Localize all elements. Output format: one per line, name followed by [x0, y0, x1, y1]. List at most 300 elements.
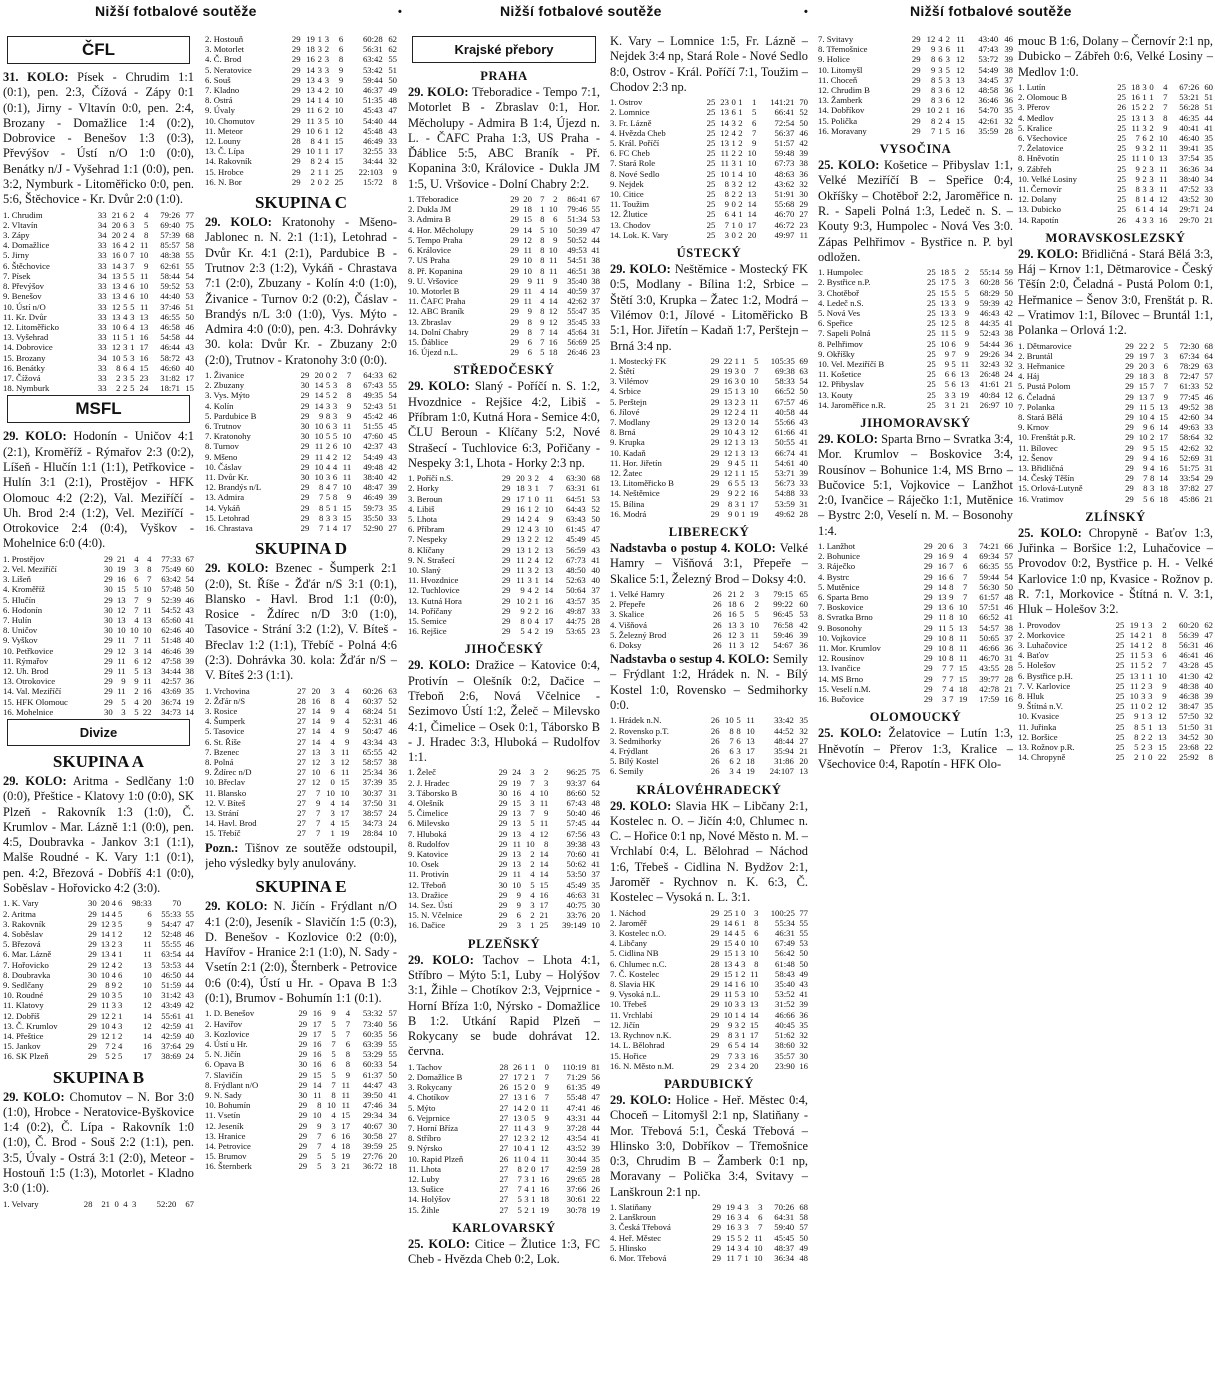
stat-cell: 6	[130, 291, 135, 302]
table-row	[3, 646, 194, 656]
stat-cell: 40:58	[775, 406, 795, 417]
table-row	[610, 1222, 808, 1232]
section-box-title: MSFL	[7, 395, 190, 423]
stat-cell: 26	[1117, 214, 1126, 225]
stat-cell: 15	[1159, 411, 1168, 422]
table-row	[3, 291, 194, 301]
stat-cell: 10	[340, 787, 350, 798]
stat-cell: 0	[741, 417, 746, 428]
stat-cell: 3	[530, 767, 535, 778]
stat-cell: 39:38	[566, 838, 587, 849]
stat-cell: 3	[734, 366, 739, 377]
stat-cell: 29	[291, 166, 301, 177]
stat-cell: 25	[1117, 81, 1126, 92]
stat-cell: 35	[591, 595, 600, 606]
stat-cell: 11	[750, 396, 759, 407]
stat-cell: 49	[388, 85, 397, 96]
stat-cell: 29	[1204, 473, 1213, 484]
stat-cell: 12	[926, 34, 936, 44]
stat-cell: 2	[734, 396, 739, 407]
stat-cell: 29	[291, 85, 301, 96]
team-name-cell: 13. Otrokovice	[3, 676, 56, 687]
stat-cell: 13	[516, 544, 525, 555]
team-name-cell: 11. Meteor	[205, 125, 243, 136]
team-name-cell: 10. Čáslav	[205, 461, 242, 472]
stat-cell: 46	[388, 410, 397, 421]
results-body: Semily – Frýdlant 1:2, Hrádek n. N. - Bílý Kostel 1:0, Rovensko – Sedmihorky 0:0.	[610, 652, 808, 713]
table-row	[3, 960, 194, 970]
stat-cell: 16	[1159, 452, 1168, 463]
team-name-cell: 15. Orlová-Lutyně	[1018, 483, 1083, 494]
stat-cell: 36	[185, 676, 194, 687]
stat-cell: 64:31	[774, 1212, 795, 1223]
stat-cell: 43:54	[566, 1133, 587, 1144]
table-row	[610, 599, 808, 609]
stat-cell: 46	[799, 396, 808, 407]
stat-cell: 29	[300, 441, 310, 452]
team-name-cell: 8. Př. Kopanina	[408, 265, 463, 276]
stat-cell: 43	[591, 544, 600, 555]
stat-cell: 29	[104, 686, 113, 697]
table-row	[408, 276, 600, 286]
stat-cell: 24	[388, 808, 397, 819]
stat-cell: 61:48	[775, 958, 795, 969]
team-name-cell: 9. N. Strašecí	[408, 554, 455, 565]
stat-cell: 7	[737, 1253, 742, 1263]
stat-cell: 44:40	[160, 291, 181, 302]
stat-cell: 3	[121, 706, 126, 717]
stat-cell: 66	[1004, 541, 1013, 552]
stat-cell: 2	[332, 370, 338, 381]
stat-cell: 4	[1149, 204, 1154, 215]
stat-cell: 9	[317, 1120, 322, 1131]
stat-cell: 3	[130, 352, 135, 363]
stat-cell: 4	[1149, 452, 1155, 463]
stat-cell: 2	[534, 534, 540, 545]
team-name-cell: 4. Ústí u Hr.	[205, 1038, 248, 1049]
stat-cell: 39:59	[362, 1141, 383, 1151]
stat-cell: 15	[749, 468, 759, 479]
stat-cell: 55:48	[566, 1092, 587, 1103]
team-name-cell: 14. Dobříkov	[818, 105, 865, 116]
stat-cell: 46:51	[567, 265, 587, 276]
table-row	[610, 630, 808, 640]
table-row	[205, 421, 397, 431]
stat-cell: 19	[726, 1201, 735, 1212]
stat-cell: 3	[938, 44, 943, 55]
stat-cell: 3	[332, 421, 338, 432]
stat-cell: 4	[1149, 462, 1155, 473]
table-row	[3, 564, 194, 574]
stat-cell: 63	[388, 685, 397, 696]
stat-cell: 8	[1149, 473, 1155, 484]
stat-cell: 3	[130, 219, 135, 230]
stat-cell: 10	[139, 291, 149, 302]
team-name-cell: 3. Chotěboř	[818, 287, 860, 298]
stat-cell: 14	[1159, 473, 1168, 484]
table-row	[818, 54, 1013, 64]
stat-cell: 9	[728, 1019, 733, 1030]
team-name-cell: 4. Heř. Městec	[610, 1232, 662, 1243]
stat-cell: 2	[118, 1030, 123, 1041]
stat-cell: 14	[143, 1010, 152, 1021]
stat-cell: 36:46	[978, 95, 999, 106]
stat-cell: 1	[1141, 752, 1146, 763]
team-name-cell: 1. Třeboradice	[408, 194, 459, 205]
stat-cell: 29	[1125, 462, 1134, 473]
stat-cell: 33	[591, 605, 600, 616]
stat-cell: 13	[940, 297, 950, 308]
team-name-cell: 10. Motorlet B	[408, 285, 460, 296]
stat-cell: 1	[734, 979, 739, 990]
stat-cell: 6	[736, 735, 741, 746]
stat-cell: 27	[1204, 483, 1213, 494]
stat-cell: 68	[185, 230, 194, 241]
stat-cell: 16	[312, 1038, 322, 1049]
stat-cell: 2	[1141, 731, 1146, 742]
stat-cell: 3	[123, 342, 128, 353]
table-row	[610, 179, 808, 189]
stat-cell: 26	[1117, 102, 1126, 113]
stat-cell: 2	[738, 138, 743, 148]
table-row	[818, 694, 1013, 704]
stat-cell: 3	[741, 427, 746, 438]
stat-cell: 8	[1162, 629, 1167, 640]
table-row	[3, 909, 194, 919]
stat-cell: 55	[388, 1049, 397, 1060]
stat-cell: 29	[923, 602, 933, 613]
stat-cell: 10	[749, 948, 759, 959]
stat-cell: 30	[388, 1120, 397, 1131]
team-name-cell: 4. Soběslav	[3, 928, 44, 939]
stat-cell: 8	[728, 1030, 733, 1041]
header-bullet: •	[398, 6, 403, 18]
stat-cell: 1	[527, 503, 532, 514]
stat-cell: 2	[317, 156, 322, 167]
stat-cell: 2	[734, 488, 739, 499]
stat-cell: 2	[530, 859, 535, 870]
stat-cell: 50	[1004, 581, 1013, 592]
stat-cell: 29	[710, 948, 720, 959]
table-row	[1018, 422, 1213, 432]
stat-cell: 5	[130, 301, 135, 312]
stat-cell: 6	[345, 1038, 351, 1049]
section-box-title: ČFL	[7, 36, 190, 64]
stat-cell: 6	[728, 478, 733, 489]
stat-cell: 62	[388, 44, 397, 55]
table-row	[1018, 371, 1213, 381]
stat-cell: 29:71	[1179, 204, 1200, 215]
column-1	[3, 34, 194, 1372]
stat-cell: 40	[591, 564, 600, 575]
table-row	[205, 1090, 397, 1100]
stat-cell: 29	[710, 907, 720, 918]
team-name-cell: 14. Chropyně	[1018, 752, 1066, 763]
stat-cell: 27	[499, 1184, 509, 1195]
stat-cell: 29	[501, 605, 511, 616]
stat-cell: 18	[727, 599, 737, 610]
stat-cell: 30:61	[566, 1194, 587, 1205]
table-row	[818, 551, 1013, 561]
team-name-cell: 5. Pustá Polom	[1018, 381, 1071, 392]
stat-cell: 20	[100, 898, 110, 909]
team-name-cell: 3. Kozlovice	[205, 1028, 250, 1039]
stat-cell: 25	[927, 369, 936, 380]
stat-cell: 35	[185, 686, 194, 697]
group-heading: SKUPINA C	[254, 193, 348, 213]
stat-cell: 12	[143, 928, 152, 939]
stat-cell: 9	[338, 64, 344, 75]
stat-cell: 38	[591, 265, 600, 276]
team-name-cell: 15. HFK Olomouc	[3, 696, 68, 707]
stat-cell: 29	[88, 918, 97, 929]
results-body: Kratonohy - Mšeno-Jablonec n. N. 2:1 (1:1), Letohrad - Dvůr Kr. 4:1 (2:1), Pardubice B - Trutnov 2:3 (1:2), Vykáň - Chrastava 7:1 (2:0), Zbuzany - Kolín 4:0 (1:0), Živanice - Turnov 0:2 (0:2), Čáslav - Brandýs n/L 3:0 (1:0), Vys. Mýto - Admira 4:0 (0:0), pen. 4:3. Dohrávky 30. kola: Dvůr Kr. - Zbuzany 2:0 (2:0), Trutnov - Kratonohy 3:0 (0:0).	[205, 215, 397, 367]
stat-cell: 47	[1204, 629, 1213, 640]
table-row	[818, 674, 1013, 684]
stat-cell: 36	[1004, 95, 1013, 106]
team-name-cell: 2. Vltavín	[3, 219, 38, 230]
stat-cell: 63	[799, 366, 808, 377]
stat-cell: 29:34	[362, 1110, 383, 1121]
stat-cell: 29	[291, 115, 301, 126]
stat-cell: 29	[710, 488, 720, 499]
stat-cell: 30	[298, 1059, 308, 1070]
stat-cell: 29	[1125, 432, 1134, 443]
round-label: Pozn.:	[205, 840, 239, 855]
stat-cell: 4	[111, 949, 116, 960]
stat-cell: 29	[501, 513, 511, 524]
stat-cell: 13	[116, 594, 126, 605]
stat-cell: 41	[591, 1133, 600, 1144]
team-name-cell: 3. Rokycany	[408, 1082, 452, 1093]
stat-cell: 6	[130, 281, 135, 292]
stat-cell: 9	[527, 306, 532, 317]
stat-cell: 10	[143, 979, 152, 990]
stat-cell: 1	[1141, 670, 1146, 681]
stat-cell: 29	[710, 396, 720, 407]
region-heading: PARDUBICKÝ	[664, 1076, 754, 1091]
stat-cell: 25	[1117, 204, 1126, 215]
stat-cell: 35	[591, 879, 600, 890]
stat-cell: 67:26	[1179, 81, 1200, 92]
column-4	[610, 34, 808, 1372]
table-row	[408, 1072, 600, 1082]
stat-cell: 1	[324, 136, 330, 147]
stat-cell: 9	[964, 328, 970, 339]
stat-cell: 39	[388, 492, 397, 503]
team-name-cell: 6. FC Cheb	[610, 148, 650, 159]
table-row	[610, 209, 808, 219]
stat-cell: 5	[1149, 401, 1155, 412]
stat-cell: 27	[297, 818, 306, 829]
stat-cell: 53	[591, 214, 600, 225]
stat-cell: 29	[291, 156, 301, 167]
team-name-cell: 6. Královice	[408, 245, 451, 256]
stat-cell: 3	[530, 900, 535, 911]
stat-cell: 29	[298, 1120, 308, 1131]
stat-cell: 18	[940, 267, 950, 278]
team-name-cell: 9. Nýrsko	[408, 1143, 443, 1154]
stat-cell: 26	[712, 609, 722, 620]
stat-cell: 57:39	[160, 230, 181, 241]
team-name-cell: 3. Rosice	[205, 706, 238, 717]
stat-cell: 74:21	[979, 541, 1000, 552]
stat-cell: 59:46	[773, 629, 794, 640]
stat-cell: 33	[97, 332, 107, 343]
stat-cell: 39:77	[979, 673, 1000, 684]
stat-cell: 4	[527, 626, 532, 637]
team-name-cell: 14. L. Bělohrad	[610, 1040, 665, 1051]
stat-cell: 12	[513, 1133, 522, 1144]
team-name-cell: 2. Bruntál	[1018, 350, 1053, 361]
table-row	[610, 640, 808, 650]
table-row	[610, 969, 808, 979]
stat-cell: 3	[1148, 690, 1153, 701]
stat-cell: 19	[540, 1204, 550, 1215]
stat-cell: 12	[100, 1010, 110, 1021]
standings-table	[205, 1008, 397, 1171]
stat-cell: 4	[123, 281, 128, 292]
stat-cell: 7	[1163, 102, 1168, 113]
table-row	[818, 561, 1013, 571]
stat-cell: 70:60	[566, 849, 587, 860]
stat-cell: 36:36	[1179, 163, 1200, 174]
team-name-cell: 11. ČAFC Praha	[408, 296, 466, 307]
stat-cell: 14	[100, 908, 110, 919]
table-row	[1018, 660, 1213, 670]
stat-cell: 23	[720, 97, 729, 108]
stat-cell: 10	[143, 969, 152, 980]
table-row	[818, 34, 1013, 44]
stat-cell: 5	[945, 64, 950, 75]
stat-cell: 2	[534, 503, 540, 514]
stat-cell: 9	[964, 297, 970, 308]
stat-cell: 60:26	[362, 685, 383, 696]
round-label: 25. KOLO:	[1018, 525, 1082, 540]
stat-cell: 51	[185, 301, 194, 312]
team-name-cell: 3. Heřmanice	[1018, 360, 1065, 371]
stat-cell: 11	[1131, 153, 1140, 164]
stat-cell: 29	[298, 1049, 308, 1060]
team-name-cell: 1. Ostrov	[610, 97, 643, 108]
stat-cell: 4	[741, 1040, 746, 1051]
stat-cell: 1	[1142, 92, 1147, 103]
stat-cell: 0	[531, 1102, 536, 1113]
table-row	[818, 65, 1013, 75]
stat-cell: 9	[553, 275, 558, 286]
stat-cell: 4	[118, 1041, 123, 1052]
stat-cell: 2	[1141, 680, 1146, 691]
stat-cell: 4	[731, 127, 736, 138]
stat-cell: 46	[388, 716, 397, 727]
table-row	[1018, 113, 1213, 123]
stat-cell: 11	[512, 838, 521, 849]
stat-cell: 11	[724, 989, 733, 1000]
stat-cell: 1	[118, 1010, 123, 1021]
stat-cell: 14	[548, 326, 558, 337]
table-row	[1018, 204, 1213, 214]
team-name-cell: 12. Jičín	[610, 1019, 640, 1030]
stat-cell: 3	[111, 1000, 116, 1011]
table-row	[610, 158, 808, 168]
stat-cell: 5	[951, 277, 956, 288]
stat-cell: 5	[325, 390, 331, 401]
team-name-cell: 14. Sez. Ústí	[408, 900, 453, 911]
stat-cell: 16	[1159, 462, 1168, 473]
stat-cell: 3	[1148, 711, 1153, 722]
team-name-cell: 5. Holešov	[1018, 660, 1056, 671]
stat-cell: 29	[923, 673, 933, 684]
stat-cell: 2	[534, 585, 540, 596]
stat-cell: 19	[306, 34, 315, 44]
stat-cell: 31	[1204, 462, 1213, 473]
stat-cell: 4	[111, 969, 116, 980]
stat-cell: 67	[185, 1198, 194, 1209]
stat-cell: 1	[324, 125, 330, 136]
stat-cell: 11	[956, 44, 965, 55]
standings-table	[610, 589, 808, 650]
stat-cell: 53:65	[565, 626, 586, 637]
stat-cell: 15	[312, 1069, 322, 1080]
table-row	[818, 44, 1013, 54]
stat-cell: 12	[747, 178, 757, 189]
stat-cell: 29	[911, 74, 921, 85]
team-name-cell: 13. Břidličná	[1018, 462, 1064, 473]
stat-cell: 11	[513, 1153, 522, 1164]
round-label: Nadstavba o sestup 4. KOLO:	[610, 652, 770, 667]
stat-cell: 20	[311, 685, 321, 696]
stat-cell: 42:37	[363, 441, 383, 452]
team-name-cell: 2. Žďár n/S	[205, 695, 246, 706]
stat-cell: 4	[134, 614, 139, 625]
stat-cell: 3	[734, 1060, 739, 1071]
stat-cell: 3	[741, 989, 746, 1000]
table-row	[610, 220, 808, 230]
stat-cell: 41:30	[1179, 670, 1199, 681]
stat-cell: 54	[185, 270, 194, 281]
stat-cell: 14	[539, 869, 549, 880]
team-name-cell: 16. SK Plzeň	[3, 1051, 49, 1062]
table-row	[408, 626, 600, 636]
stat-cell: 7	[1135, 132, 1140, 143]
stat-cell: 17:59	[979, 694, 1000, 705]
team-name-cell: 6. St. Říše	[205, 736, 241, 747]
team-name-cell: 9. Vysoká n.L.	[610, 989, 661, 1000]
stat-cell: 2	[530, 910, 535, 921]
stat-cell: 67:34	[1179, 350, 1200, 361]
table-row	[610, 230, 808, 240]
stat-cell: 46:43	[979, 307, 1000, 318]
stat-cell: 20	[111, 230, 121, 241]
stat-cell: 29	[510, 204, 519, 215]
stat-cell: 6	[332, 441, 338, 452]
stat-cell: 13	[720, 138, 729, 148]
stat-cell: 46	[1204, 639, 1213, 650]
team-name-cell: 11. Vrchlabí	[610, 1009, 653, 1020]
standings-table	[610, 715, 808, 776]
stat-cell: 22	[1204, 741, 1213, 752]
stat-cell: 1	[734, 355, 739, 366]
table-row	[205, 452, 397, 462]
stat-cell: 29	[185, 1041, 194, 1052]
stat-cell: 29	[923, 694, 933, 705]
stat-cell: 2	[116, 372, 121, 383]
stat-cell: 15	[512, 798, 521, 809]
stat-cell: 70	[799, 97, 808, 108]
stat-cell: 30	[88, 969, 97, 980]
stat-cell: 55:47	[567, 306, 587, 317]
stat-cell: 81	[591, 1061, 600, 1072]
